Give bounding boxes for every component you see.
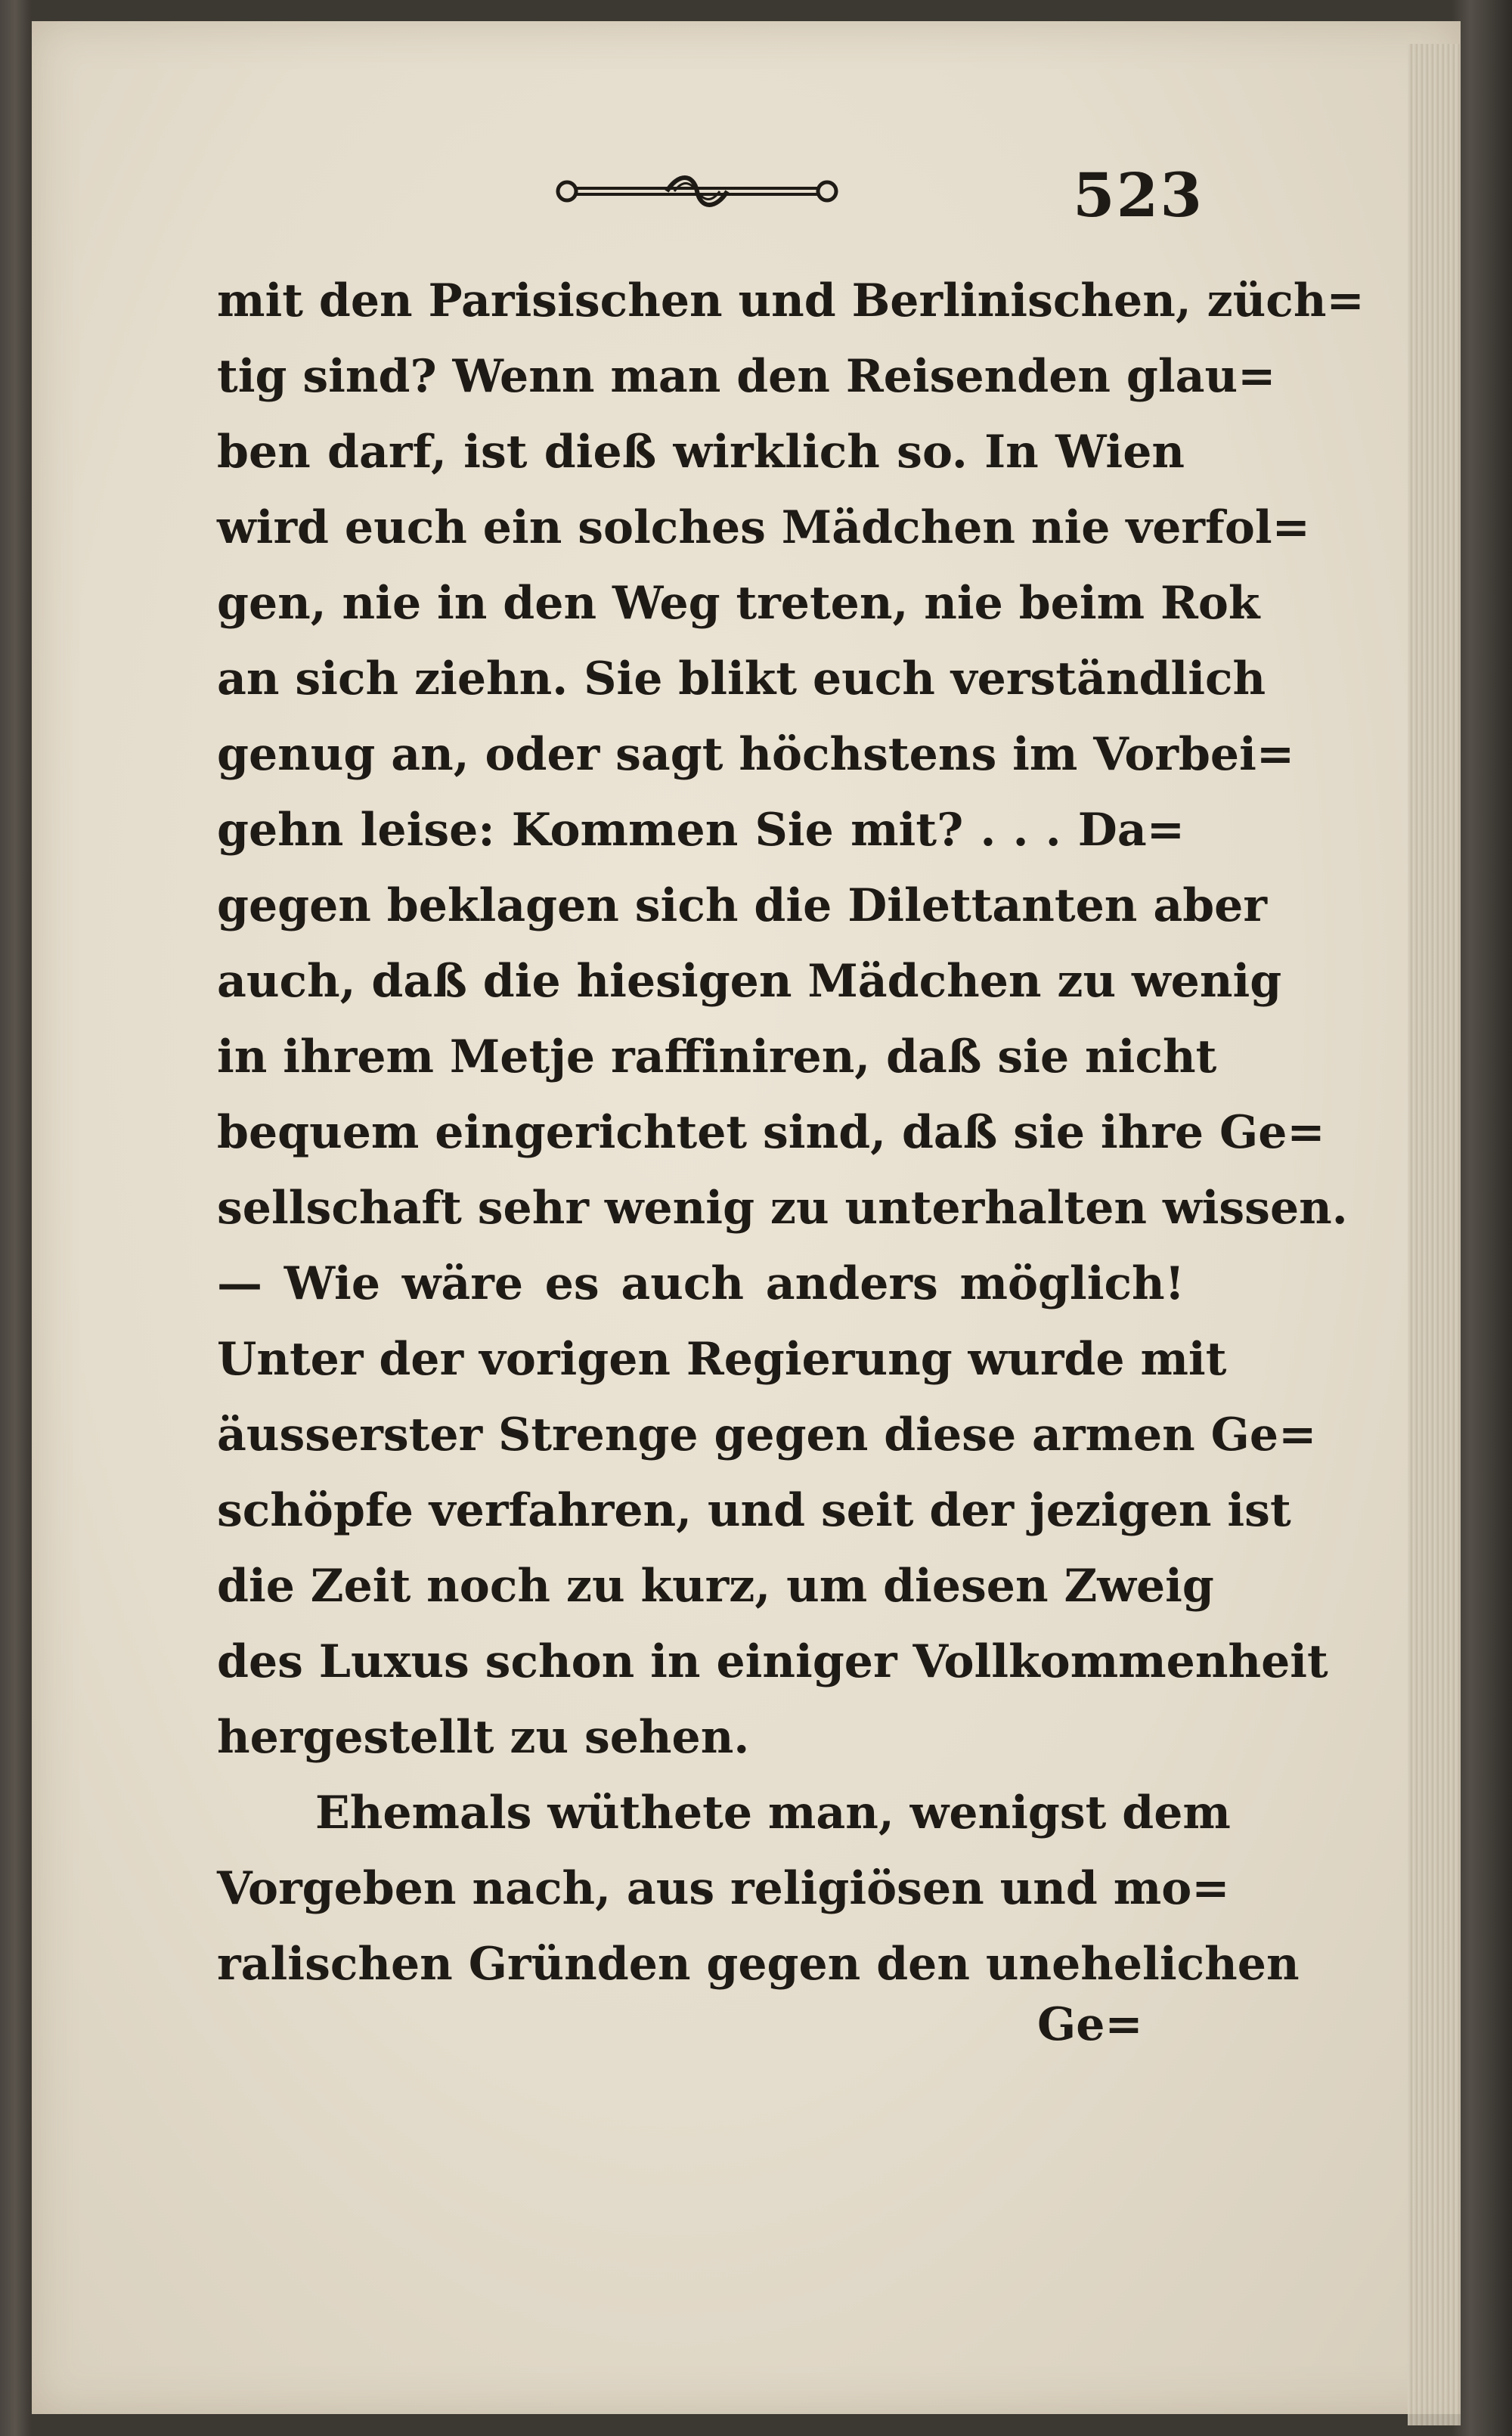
body-text [217,263,1365,2002]
page-number: 523 [1073,160,1204,231]
text-line: gen, nie in den Weg treten, nie beim Rok [217,577,1260,630]
text-line: ben darf, ist dieß wirklich so. In Wien [217,426,1185,479]
text-line: auch, daß die hiesigen Mädchen zu wenig [217,955,1282,1008]
ornament-rule-icon [553,169,841,214]
page-edges [1408,44,1461,2425]
paragraph-2 [217,1775,1300,2002]
page-header [553,153,1204,237]
text-line: ralischen Gründen gegen den unehelichen [217,1938,1300,1991]
text-line: sellschaft sehr wenig zu unterhalten wissen. [217,1182,1348,1235]
text-line: Ehemals wüthete man, wenigst dem [315,1787,1231,1839]
catchword: Ge= [1037,1998,1143,2051]
text-line: des Luxus schon in einiger Vollkommenheit [217,1635,1328,1688]
text-line: mit den Parisischen und Berlinischen, züch= [217,274,1365,327]
text-line: in ihrem Metje raffiniren, daß sie nicht [217,1030,1217,1083]
text-line: an sich ziehn. Sie blikt euch verständlich [217,652,1266,705]
paragraph-1 [217,263,1365,1775]
text-line: gehn leise: Kommen Sie mit? . . . Da= [217,804,1185,857]
text-line: — Wie wäre es auch anders möglich! [217,1257,1185,1310]
text-line: tig sind? Wenn man den Reisenden glau= [217,350,1276,403]
text-line: wird euch ein solches Mädchen nie verfol= [217,501,1310,554]
book-page [32,21,1461,2414]
text-line: äusserster Strenge gegen diese armen Ge= [217,1409,1317,1461]
text-line: bequem eingerichtet sind, daß sie ihre Ge= [217,1106,1325,1159]
text-line: genug an, oder sagt höchstens im Vorbei= [217,728,1295,781]
text-line: die Zeit noch zu kurz, um diesen Zweig [217,1560,1214,1613]
text-line: Vorgeben nach, aus religiösen und mo= [217,1862,1230,1915]
text-line: Unter der vorigen Regierung wurde mit [217,1333,1227,1386]
text-line: gegen beklagen sich die Dilettanten aber [217,879,1267,932]
text-line: hergestellt zu sehen. [217,1711,750,1764]
text-line: schöpfe verfahren, und seit der jezigen ist [217,1484,1291,1537]
